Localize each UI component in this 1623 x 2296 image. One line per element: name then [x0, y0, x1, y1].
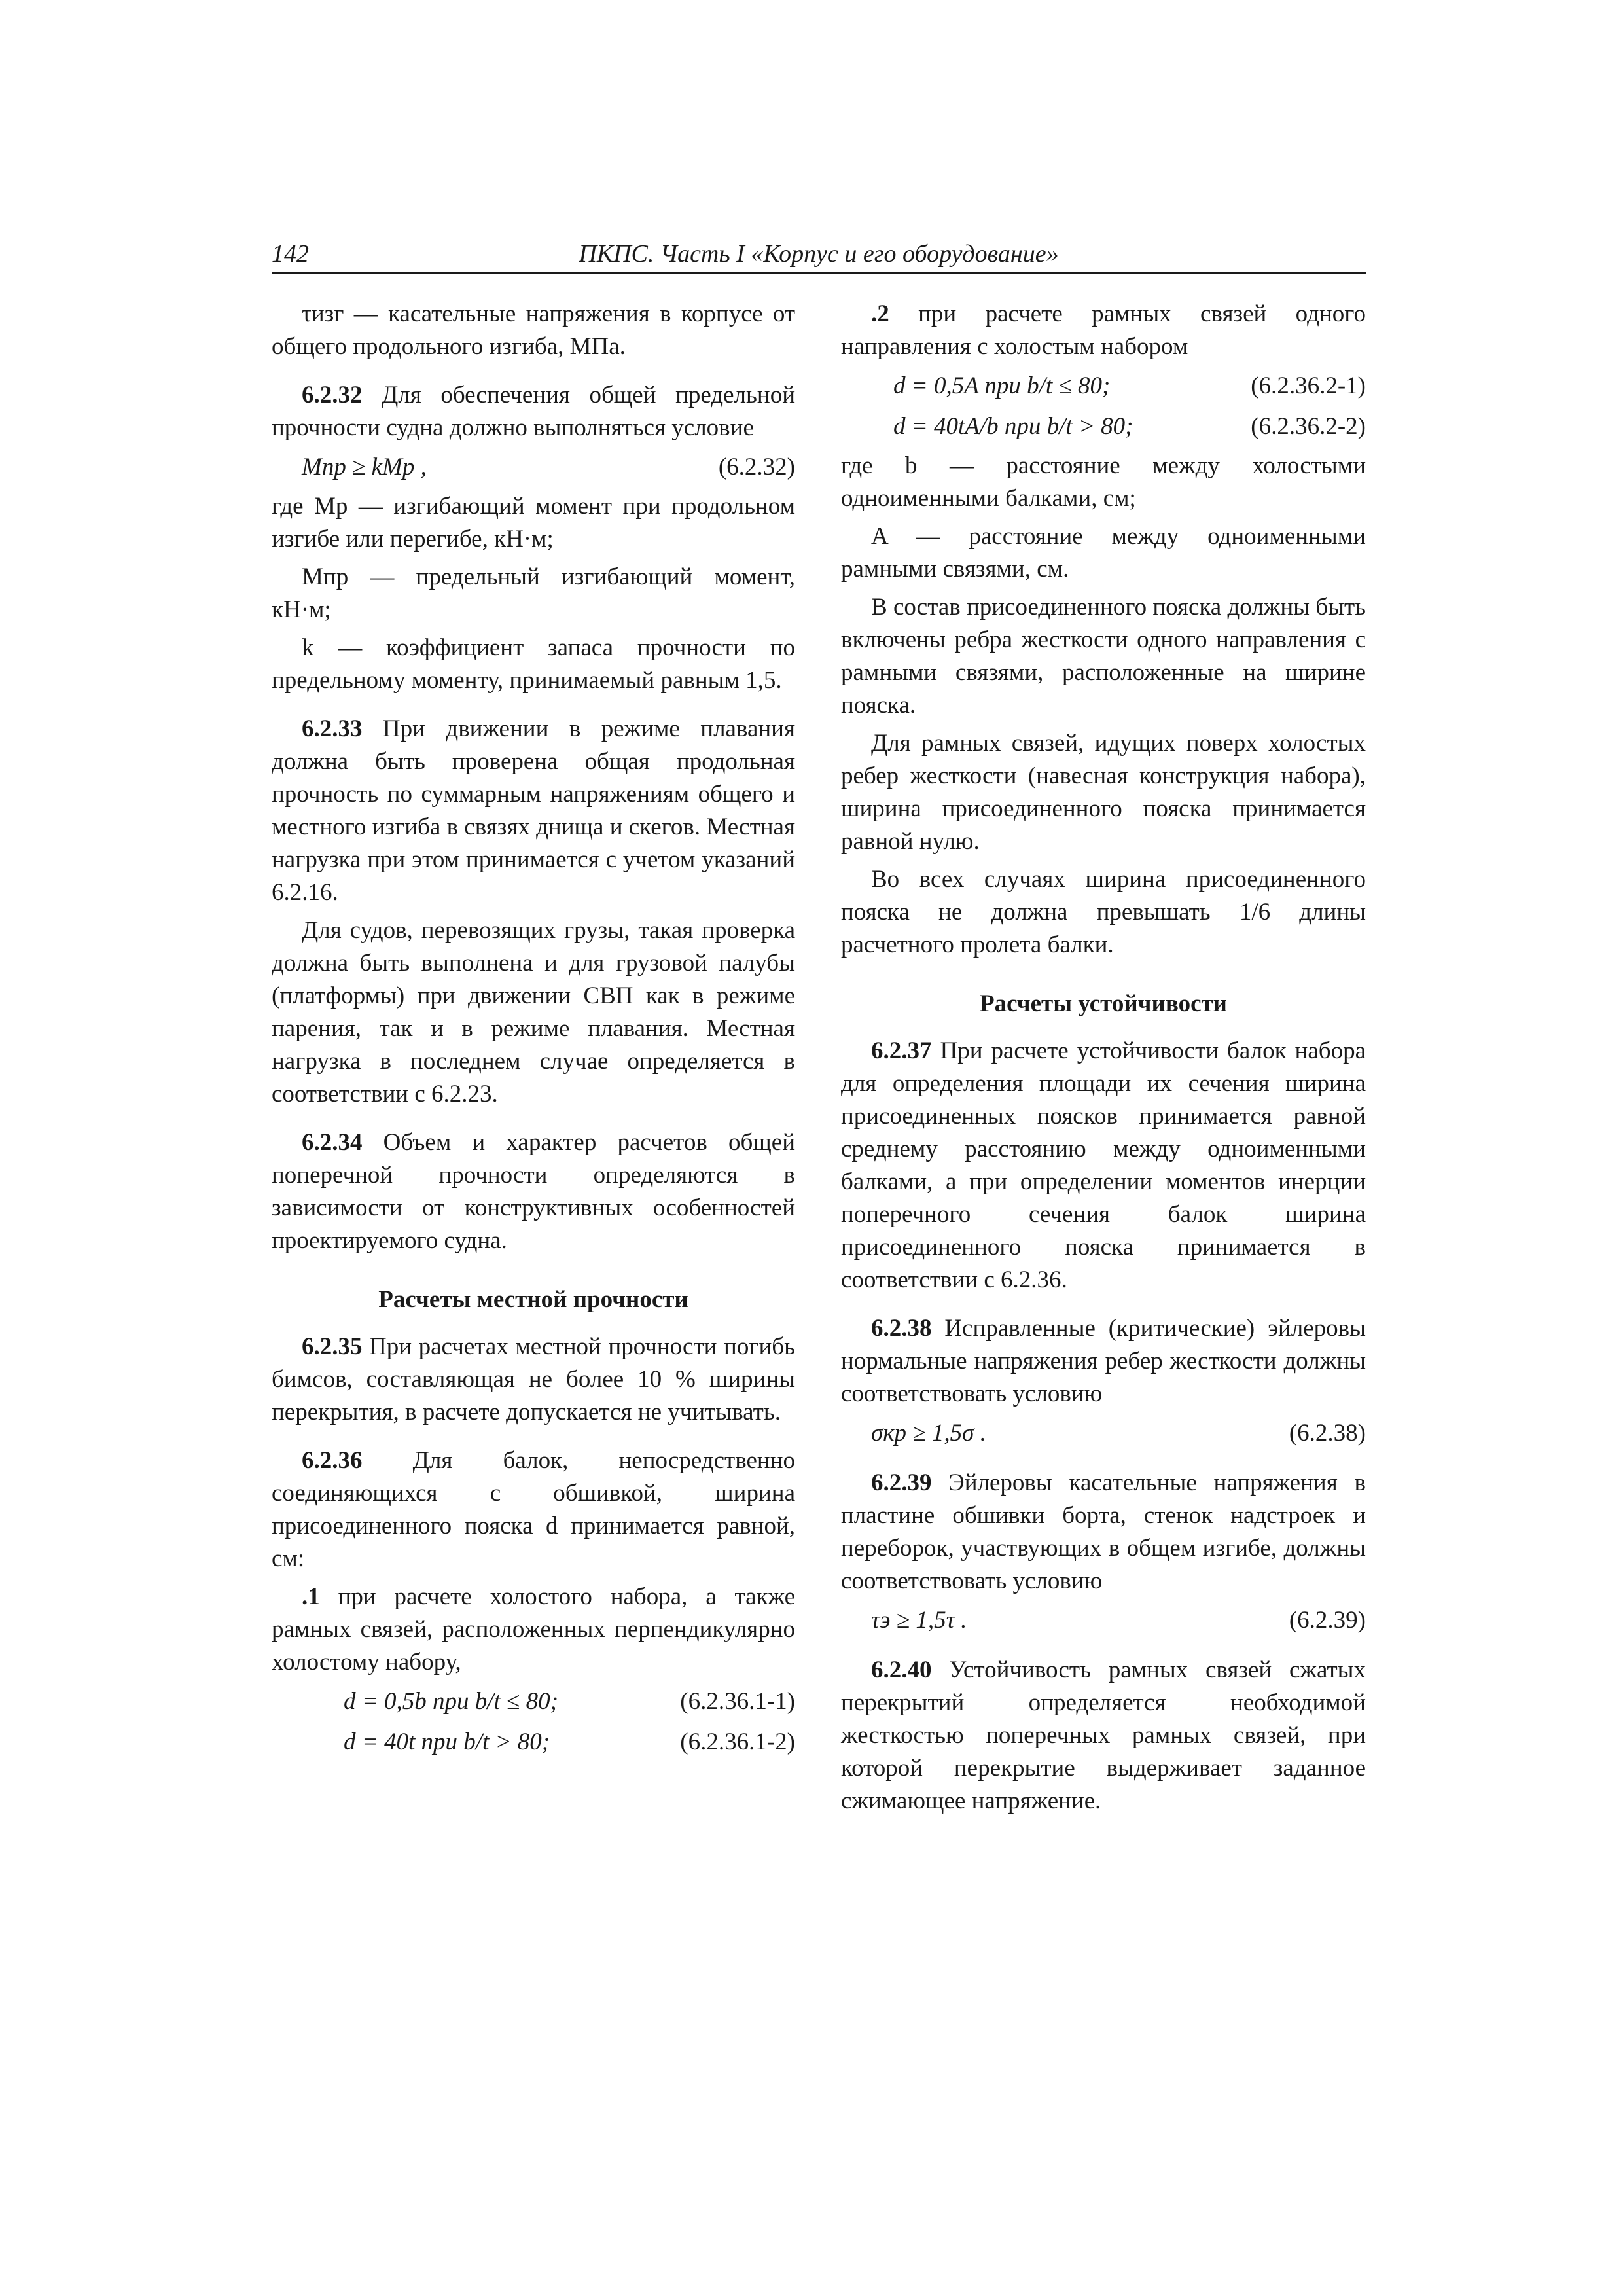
- equation-6-2-36-1-2: [272, 1725, 795, 1760]
- clause-number: 6.2.33: [302, 715, 363, 742]
- formula: d = 0,5A при b/t ≤ 80;: [893, 372, 1111, 399]
- clause-text: При расчетах местной прочности погибь бимсов, составляющая не более 10 % ширины перекрытия, в расчете допускается не учитывать.: [272, 1333, 795, 1426]
- equation-6-2-36-2-1: [841, 368, 1366, 404]
- clause-6-2-33-continued: Для судов, перевозящих грузы, такая проверка должна быть выполнена и для грузовой палубы (платформы) при движении СВП как в режиме парения, так и в режиме плавания. Местная нагрузка в последнем случае определяется в соответствии с 6.2.23.: [272, 917, 795, 1107]
- clause-number: 6.2.38: [871, 1315, 932, 1342]
- paragraph-frames: Для рамных связей, идущих поверх холостых ребер жесткости (навесная конструкция набора), ширина присоединенного пояска принимается равной нулю.: [841, 730, 1366, 855]
- clause-text: При движении в режиме плавания должна быть проверена общая продольная прочность по суммарным напряжениям общего и местного изгиба в связях днища и скегов. Местная нагрузка при этом принимается с учетом указаний 6.2.16.: [272, 715, 795, 906]
- formula: d = 40t при b/t > 80;: [344, 1729, 550, 1755]
- clause-text: При расчете устойчивости балок набора для определения площади их сечения ширина присоединенных поясков принимается равной среднему расстоянию между одноименными балками, а при определении моментов инерции поперечного сечения балок ширина присоединенного пояска принимается в соответствии с 6.2.36.: [841, 1037, 1366, 1293]
- equation-number: (6.2.38): [1289, 1420, 1366, 1446]
- clause-6-2-35: [272, 1331, 795, 1429]
- clause-6-2-36-2: [841, 298, 1366, 363]
- formula: σкр ≥ 1,5σ .: [871, 1420, 986, 1446]
- paragraph-composition: В состав присоединенного пояска должны быть включены ребра жесткости одного направления с рамными связями, расположенные на ширине пояска.: [841, 594, 1366, 719]
- clause-6-2-38: [841, 1312, 1366, 1410]
- definition-mp: где Mр — изгибающий момент при продольном изгибе или перегибе, кН·м;: [272, 493, 795, 552]
- clause-6-2-40: [841, 1654, 1366, 1818]
- clause-text: при расчете рамных связей одного направления с холостым набором: [841, 300, 1366, 360]
- clause-number: 6.2.37: [871, 1037, 932, 1064]
- clause-text: Для балок, непосредственно соединяющихся с обшивкой, ширина присоединенного пояска d принимается равной, см:: [272, 1447, 795, 1572]
- formula: d = 0,5b при b/t ≤ 80;: [344, 1688, 558, 1715]
- page-header: [272, 240, 1366, 272]
- equation-6-2-39: [841, 1603, 1366, 1638]
- header-rule: [272, 272, 1366, 274]
- page-number: 142: [272, 240, 309, 268]
- equation-number: (6.2.32): [718, 454, 795, 480]
- clause-text: Устойчивость рамных связей сжатых перекрытий определяется необходимой жесткостью поперечных рамных связей, при которой перекрытие выдерживает заданное сжимающее напряжение.: [841, 1657, 1366, 1814]
- clause-6-2-33: [272, 713, 795, 909]
- clause-6-2-36-1: [272, 1581, 795, 1679]
- definition-a: A — расстояние между одноименными рамными связями, см.: [841, 523, 1366, 583]
- running-title: ПКПС. Часть I «Корпус и его оборудование»: [579, 240, 1059, 268]
- clause-text: Объем и характер расчетов общей поперечной прочности определяются в зависимости от конструктивных особенностей проектируемого судна.: [272, 1129, 795, 1254]
- equation-6-2-36-2-2: [841, 409, 1366, 444]
- clause-text: при расчете холостого набора, а также рамных связей, расположенных перпендикулярно холостому набору,: [272, 1583, 795, 1676]
- clause-number: 6.2.36: [302, 1447, 363, 1474]
- clause-number: 6.2.39: [871, 1469, 932, 1496]
- clause-number: 6.2.40: [871, 1657, 932, 1683]
- formula: Mпр ≥ kMр ,: [302, 454, 427, 480]
- equation-6-2-36-1-1: [272, 1684, 795, 1719]
- clause-number: 6.2.35: [302, 1333, 363, 1360]
- formula: τэ ≥ 1,5τ .: [871, 1607, 967, 1634]
- paragraph-all-cases: Во всех случаях ширина присоединенного пояска не должна превышать 1/6 длины расчетного пролета балки.: [841, 866, 1366, 958]
- equation-number: (6.2.36.2-1): [1251, 372, 1366, 399]
- right-column: [841, 298, 1366, 1823]
- left-column: [272, 298, 795, 1765]
- equation-number: (6.2.39): [1289, 1607, 1366, 1634]
- equation-number: (6.2.36.1-2): [680, 1729, 795, 1755]
- clause-text: Эйлеровы касательные напряжения в пластине обшивки борта, стенок надстроек и переборок, участвующих в общем изгибе, должны соответствовать условию: [841, 1469, 1366, 1594]
- equation-6-2-32: [272, 450, 795, 485]
- formula: d = 40tA/b при b/t > 80;: [893, 413, 1133, 440]
- clause-6-2-36: [272, 1444, 795, 1575]
- equation-6-2-38: [841, 1416, 1366, 1451]
- clause-number: 6.2.32: [302, 382, 363, 408]
- definition-k: k — коэффициент запаса прочности по предельному моменту, принимаемый равным 1,5.: [272, 634, 795, 694]
- equation-number: (6.2.36.2-2): [1251, 413, 1366, 440]
- clause-6-2-34: [272, 1126, 795, 1257]
- clause-6-2-32: [272, 379, 795, 444]
- clause-number: 6.2.34: [302, 1129, 363, 1156]
- tau-definition: τизг — касательные напряжения в корпусе от общего продольного изгиба, МПа.: [272, 300, 795, 360]
- clause-text: Для обеспечения общей предельной прочности судна должно выполняться условие: [272, 382, 795, 441]
- clause-text: Исправленные (критические) эйлеровы нормальные напряжения ребер жесткости должны соответствовать условию: [841, 1315, 1366, 1407]
- clause-number: .1: [302, 1583, 320, 1610]
- section-heading-stability: Расчеты устойчивости: [979, 990, 1227, 1017]
- definition-mpr: Mпр — предельный изгибающий момент, кН·м;: [272, 564, 795, 623]
- clause-6-2-37: [841, 1035, 1366, 1297]
- clause-6-2-39: [841, 1467, 1366, 1598]
- clause-number: .2: [871, 300, 889, 327]
- section-heading-local-strength: Расчеты местной прочности: [378, 1286, 688, 1313]
- definition-b: где b — расстояние между холостыми одноименными балками, см;: [841, 452, 1366, 512]
- equation-number: (6.2.36.1-1): [680, 1688, 795, 1715]
